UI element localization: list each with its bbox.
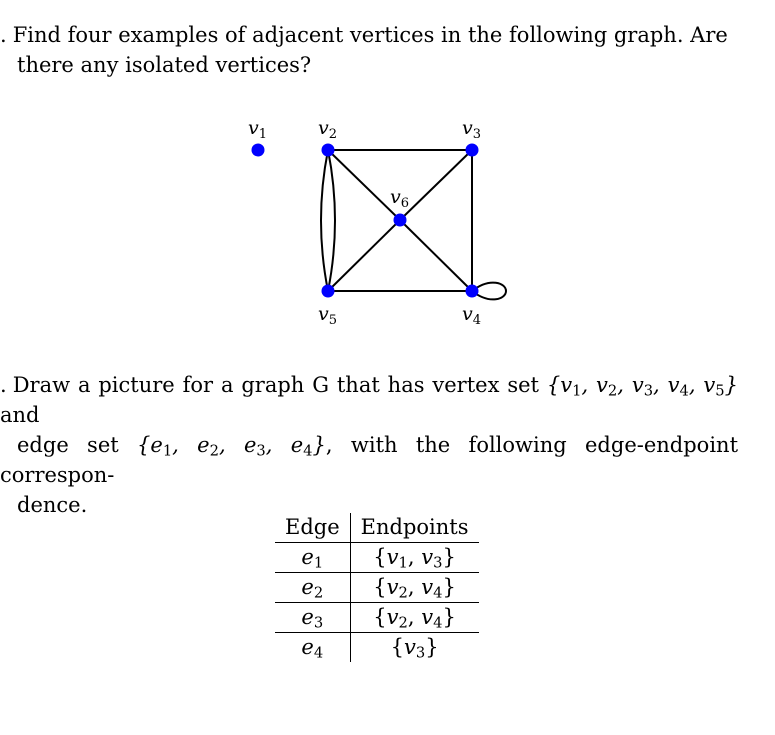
table-row	[275, 543, 479, 573]
table-cell-endpoints: {$v_1$, $v_3$}	[350, 543, 478, 573]
problem-1-line-1: Find four examples of adjacent vertices in the following graph. Are	[12, 23, 728, 47]
graph-vertex-labels	[248, 117, 481, 328]
graph-edges	[321, 150, 506, 299]
vertex-label-v3: $v_3$	[462, 117, 482, 142]
graph-edge-v2-v5	[328, 150, 335, 291]
table-row	[275, 633, 479, 663]
problem-2-line-2b: , with the following edge-endpoint correspon-	[0, 433, 739, 487]
vertex-set: {$v_1$, $v_2$, $v_3$, $v_4$, $v_5$}	[546, 373, 739, 400]
vertex-v3	[466, 144, 479, 157]
problem-2-line-1b: and	[0, 403, 40, 427]
problem-2-marker: .	[0, 373, 7, 397]
vertex-label-v4: $v_4$	[462, 303, 482, 328]
table-row	[275, 603, 479, 633]
table-cell-endpoints: $\{v_3\}$	[390, 635, 439, 662]
problem-1-line-2: there any isolated vertices?	[17, 53, 312, 77]
table-cell-edge: $e_3$	[275, 603, 350, 633]
problem-2-line-3: dence.	[17, 493, 88, 517]
vertex-v5	[322, 285, 335, 298]
problem-2-line-2a: edge set	[17, 433, 138, 457]
edge-endpoint-table	[275, 513, 479, 662]
table-cell-edge: $e_2$	[275, 573, 350, 603]
table-header-edge: Edge	[275, 513, 350, 543]
table-cell-edge: $e_1$	[275, 543, 350, 573]
table-cell-endpoints: {$v_2$, $v_4$}	[350, 573, 478, 603]
graph-vertices	[252, 144, 479, 298]
table-cell-endpoints: {$v_2$, $v_4$}	[350, 603, 478, 633]
vertex-v2	[322, 144, 335, 157]
vertex-label-v5: $v_5$	[318, 303, 338, 328]
graph-edge-v2-v5	[321, 150, 328, 291]
table-header-endpoints: Endpoints	[350, 513, 478, 543]
vertex-label-v2: $v_2$	[318, 117, 338, 142]
vertex-label-v6: $v_6$	[390, 186, 410, 211]
graph-edge-v3-v6	[400, 150, 472, 220]
table-row	[275, 573, 479, 603]
vertex-v6	[394, 214, 407, 227]
table-header-row	[275, 513, 479, 543]
vertex-v1	[252, 144, 265, 157]
problem-2-text	[0, 370, 738, 520]
edge-set: {$e_1$, $e_2$, $e_3$, $e_4$}	[137, 433, 326, 460]
vertex-label-v1: $v_1$	[248, 117, 268, 142]
graph-edge-v6-v5	[328, 220, 400, 291]
problem-2-line-1a: Draw a picture for a graph G that has vertex set	[12, 373, 547, 397]
table-cell-edge: $e_4$	[275, 633, 350, 663]
problem-1-marker: .	[0, 23, 7, 47]
graph-edge-v2-v6	[328, 150, 400, 220]
graph-edge-v6-v4	[400, 220, 472, 291]
vertex-v4	[466, 285, 479, 298]
